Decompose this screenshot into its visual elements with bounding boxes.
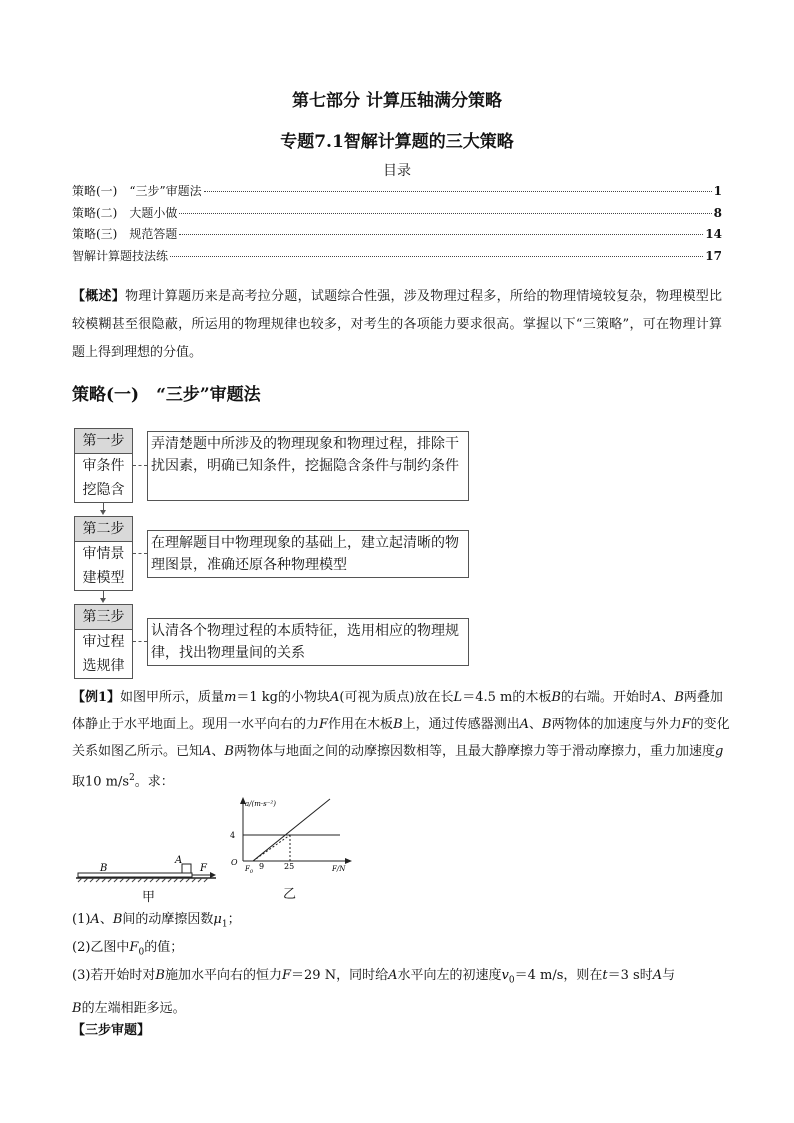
step-label: 第三步 <box>75 605 132 630</box>
var: A <box>202 744 212 759</box>
overview-paragraph <box>72 283 722 367</box>
text: 两叠加体静止于水平地面上。现用一水平向右的力 <box>72 690 723 732</box>
arrow-down-icon <box>100 598 106 603</box>
toc-item-label: 智解计算题技法练 <box>72 248 169 263</box>
text: 的左端相距多远。 <box>81 1000 186 1016</box>
text: 、 <box>211 744 225 759</box>
origin-label: O <box>231 858 238 867</box>
f0-label <box>244 865 254 875</box>
text: ＝29 N，同时给 <box>291 968 389 983</box>
toc-item-page: 14 <box>705 227 722 241</box>
text: ＝1 kg的小物块 <box>236 690 330 705</box>
page-title: 专题7.1智解计算题的三大策略 <box>280 132 514 152</box>
arrow-down-icon <box>100 510 106 515</box>
text: 的变化关系如图乙所示。已知 <box>72 717 730 759</box>
text: (3)若开始时对 <box>72 968 156 983</box>
figure-yi-graph <box>226 797 356 877</box>
x-tick-label: 25 <box>284 862 295 871</box>
text: ＝4.5 m的木板 <box>462 690 552 705</box>
var: t <box>602 968 608 983</box>
superscript: 2 <box>129 773 135 783</box>
step-label: 第二步 <box>75 517 132 542</box>
text: ＝3 s时 <box>607 968 653 983</box>
toc-leader <box>179 234 703 235</box>
text: 与 <box>662 968 676 983</box>
text: 施加水平向右的恒力 <box>164 968 282 983</box>
arrow-right-icon <box>345 858 352 864</box>
overview-text: 物理计算题历来是高考拉分题，试题综合性强，涉及物理过程多，所给的物理情境较复杂，物理模型比较模糊甚至很隐蔽，所运用的物理规律也较多，对考生的各项能力要求很高。掌握以下“三策略”，可在物理计算题上得到理想的分值。 <box>72 289 722 360</box>
var: A <box>651 690 662 705</box>
toc-item-label: 策略(二) 大题小做 <box>72 205 178 220</box>
var: F <box>129 940 139 955</box>
text: ＝4 m/s，则在 <box>514 968 603 983</box>
text: 、 <box>661 690 675 705</box>
block-a <box>182 864 191 873</box>
connector <box>133 641 147 642</box>
text: 。求： <box>134 774 174 790</box>
toc-item[interactable] <box>72 204 722 226</box>
var: m <box>224 690 237 705</box>
step-line: 挖隐含 <box>82 482 125 498</box>
question-3 <box>72 962 732 1022</box>
var: A <box>519 717 530 732</box>
var: L <box>453 690 463 705</box>
x-tick-label: 9 <box>259 862 265 871</box>
toc-item[interactable] <box>72 182 722 204</box>
text: 水平向左的初速度 <box>397 968 502 983</box>
f0-subscript: 0 <box>249 869 254 875</box>
toc-item-label: 策略(一) “三步”审题法 <box>72 184 202 198</box>
toc-leader <box>204 191 712 192</box>
var: g <box>715 744 724 759</box>
text: 作用在木板 <box>328 717 394 732</box>
text: (可视为质点)放在长 <box>339 690 454 705</box>
step-label: 第一步 <box>75 429 132 454</box>
text: (2)乙图中 <box>72 940 130 955</box>
label-b: B <box>100 863 108 874</box>
step-line: 选规律 <box>82 658 125 674</box>
y-axis-label: a/(m·s⁻²) <box>245 800 276 808</box>
step-desc: 认清各个物理过程的本质特征，选用相应的物理规律，找出物理量间的关系 <box>147 618 469 666</box>
text: ； <box>227 912 241 927</box>
arrow-right-icon <box>210 872 216 878</box>
f0-symbol: F <box>245 865 250 873</box>
var: A <box>330 690 340 705</box>
toc-item-page: 1 <box>713 184 722 198</box>
example-tag: 【例1】 <box>72 690 121 705</box>
three-step-tag: 【三步审题】 <box>72 1023 151 1038</box>
text: 两物体的加速度与外力 <box>551 717 682 732</box>
text: 两物体与地面之间的动摩擦因数相等，且最大静摩擦力等于滑动摩擦力，重力加速度 <box>233 744 715 759</box>
step-line: 审过程 <box>82 634 125 650</box>
subscript: 1 <box>221 919 228 930</box>
section-heading: 策略(一) “三步”审题法 <box>72 385 261 405</box>
text: 如图甲所示，质量 <box>120 690 225 705</box>
text: 的值； <box>144 940 184 955</box>
step-line: 建模型 <box>82 570 125 586</box>
var: F <box>319 717 329 732</box>
toc-item-page: 8 <box>713 205 722 220</box>
var: B <box>155 968 165 983</box>
var: B <box>542 717 552 732</box>
step-desc: 在理解题目中物理现象的基础上，建立起清晰的物理图景，准确还原各种物理模型 <box>147 530 469 578</box>
step-box-3 <box>74 604 133 679</box>
subscript: 0 <box>508 975 515 986</box>
text: 间的动摩擦因数 <box>122 912 214 927</box>
overview-tag: 【概述】 <box>72 289 126 304</box>
part-title: 第七部分 计算压轴满分策略 <box>292 91 502 111</box>
step-desc: 弄清楚题中所涉及的物理现象和物理过程，排除干扰因素，明确已知条件，挖掘隐含条件与制约条件 <box>147 431 469 501</box>
var: B <box>551 690 561 705</box>
text: 的右端。开始时 <box>560 690 652 705</box>
caption-yi: 乙 <box>283 887 297 902</box>
caption-jia: 甲 <box>142 890 156 905</box>
connector <box>133 553 147 554</box>
toc-heading: 目录 <box>383 163 411 179</box>
x-axis-label: F/N <box>332 865 346 873</box>
var: F <box>282 968 292 983</box>
var: A <box>388 968 398 983</box>
var: B <box>224 744 234 759</box>
var: A <box>652 968 663 983</box>
toc-leader <box>170 256 703 257</box>
text: (1) <box>72 912 91 927</box>
toc-item-page: 17 <box>705 248 722 263</box>
var: F <box>681 717 691 732</box>
series-b-line <box>253 799 330 861</box>
toc-item[interactable] <box>72 247 722 269</box>
connector <box>133 465 147 466</box>
toc-item-label: 策略(三) 规范答题 <box>72 227 178 241</box>
subscript: 0 <box>138 947 145 958</box>
var: B <box>72 1000 82 1016</box>
var: B <box>112 912 123 927</box>
board-b <box>78 873 192 877</box>
text: 取10 m/s <box>72 774 130 790</box>
step-line: 审条件 <box>82 458 125 474</box>
step-line: 审情景 <box>82 546 125 562</box>
label-f: F <box>200 863 207 874</box>
toc-leader <box>179 213 711 214</box>
var: A <box>90 912 100 927</box>
text: 上，通过传感器测出 <box>402 717 520 732</box>
var: μ <box>213 912 222 927</box>
var: B <box>393 717 403 732</box>
var: B <box>674 690 684 705</box>
step-box-1 <box>74 428 133 503</box>
y-tick-label: 4 <box>230 831 236 840</box>
text: 、 <box>99 912 113 927</box>
toc-item[interactable] <box>72 225 722 247</box>
label-a: A <box>175 855 183 866</box>
text: 、 <box>529 717 543 732</box>
table-of-contents <box>72 182 722 268</box>
example-paragraph <box>72 684 732 795</box>
var: v <box>501 968 509 983</box>
step-box-2 <box>74 516 133 591</box>
